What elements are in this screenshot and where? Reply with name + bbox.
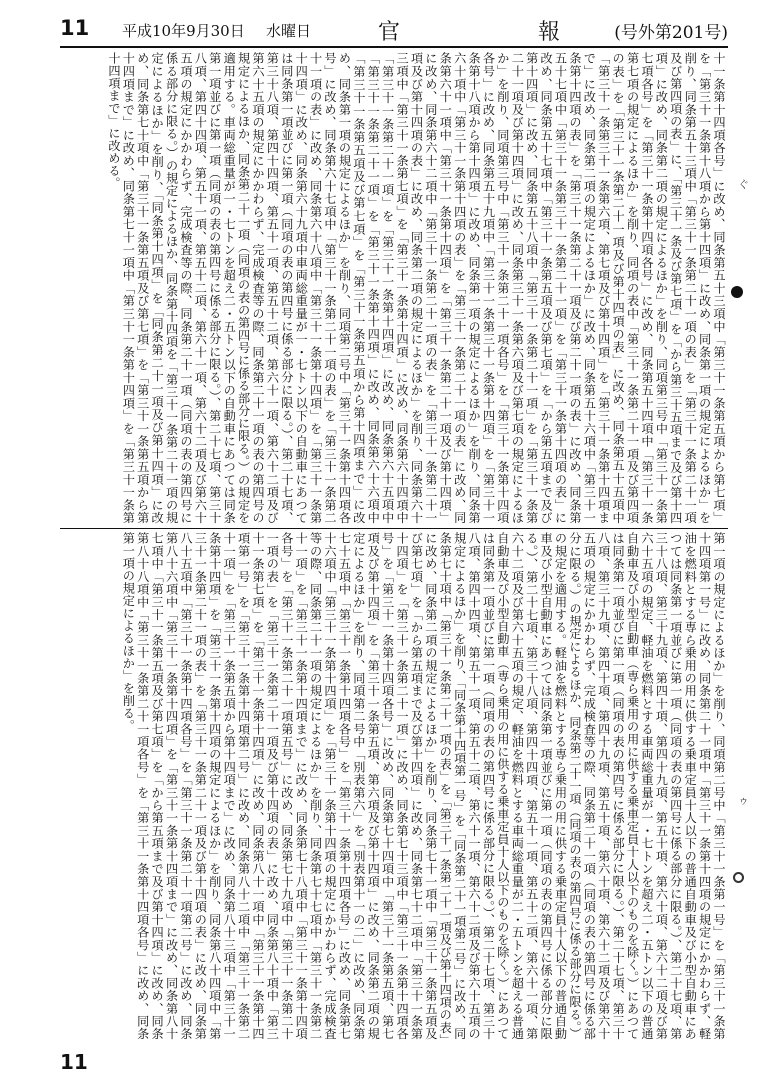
page-header (60, 14, 728, 44)
lower-text-column: 第一項の規定によるほか」を削り、同項第二号中「第三十一条第一号」を「第三十一条第十四項第一号」に改め、同条第二十一項中「第三十一条第十四項の規定にかかわらず、軽油を燃料とする専ら乗用の用に供する乗車定員十人以下の普通自動車及び小型自動車にあつては同条第一項並びに第一項（同項の表の第四号に係る部分に限る。）、第二十七項、第三十八項、第三十九項、第四十項、第四十九項、第五十項、第六十項、第六十二項及び第六十五項の規定、軽油を燃料とする車両総重量が一・七トンを超え二・五トン以下の普通自動車及び小型自動車（専ら乗用の用に供する乗車定員十人以下のものを除く。）にあつては同条第一項並びに第一項（同項の表の第四号に係る部分に限る。）、第二十七項、第三十八項、第三十九項、第四十項、第四十九項、第五十項、第六十項、第六十二項及び第六十五項の規定にかかわらず、完成検査等の際、同条第二十一項（同項の表の第四号に係る部分に限る。）の規定によるほか、同条第二十一項（同項の表の第四号に係る部分に限る。）の規定を適用する。軽油を燃料とする専ら乗用の用に供する乗車定員十人以下の普通自動車及び小型自動車にあつては同条第一項並びに第一項（同項の表の第四号に係る部分に限る。）、第二十七項、第三十八項、第四十四項、第五十一項、第五十二項、第六十一項、第六十二項及び第六十五項の規定、軽油を燃料とする車両総重量が二・五トンを超える普通自動車及び小型自動車（専ら乗用の用に供する乗車定員十人以下のものを除く。）にあつては同条第一項並びに第一項（同項の表の第四号に係る部分に限る。）、第二十七項、第三十八項、第四十四項、第五十一項、第五十二項、第六十一項、第六十二項及び第六十五項の規定によるほか」を削り、「同条第十四項第一号」を「同条第二十一項第二号」に改め、同条第七十項中「第三十一条第二十一項の表」を「第三十一条第二十一項及び第十四項の表」に改め、同条第二項の規定によるほか」を削り、同条第七十一項中「第三十一条第五項及び第七項」を「から第五項まで及び第十四項」に改め、同条第七十二項中「第三十一条第十四項」を「第三十一条第二十一項」に改め、同条第七十三項中「第三十一条第十四項各号」を「第三十一条第十四項各号」に改め、同条第七十四項中「第三十一条第五項、第七項及び第十四項」を「第三十一条第五項、第六項及び第十四項」に改め、同条第二項の規定によるほか」を削り、同項第二号中「別表第六」を「別表第十一の二」に改め、同条第七十五項中「第三十一条第十四項各号」を「第三十一条第十四項各号」に改め、同条第七十六項中「第三十一条第十四項」を「第三十一条第十四項の規定にかかわらず、完成検査等の際、同条第二十一項の規定によるほか」を削り、同条第七十七項中「第三十一条第二十一項」を「第三十一条第十四項まで」に改め、同条第七十八項中「第三十一条第十四項各号」を「第三十一条第二十一項第五号」に改め、同条第七十九項中「第三十一条第二十一項の表」を「第三十一条第二十一項及び第十四項の表」に改め、同条第八十項中「第三十一条第七項」を「第三十一条第十四項」に改め、同条第八十一項中「第三十一条第十四項第一号」を「第三十一条第十四項第二号」に改め、同条第八十二項中「第三十一条第二十一項」を「第三十一条第五項から第十四項まで」に改め、同条第八十三項中「第三十一条第十四項」を「第三十一条第十四項の規定によるほか」を削り、同条第八十四項中「第三十一条第二十一項の表」を「第三十一条第二十一項及び第十四項の表」に改め、同条第八十五項中「第三十一条第十四項各号」を「第三十一条第二十一項第二号」に改め、同条第八十六項中「第三十一条第十四項」を「第三十一条第十四項まで」に改め、同条第八十七項中「第三十一条第五項及び第七項」を「から第五項まで及び第十四項」に改め、同条第八十八項中「第三十一条第二十一項各号」を「第三十一条第十四項各号」に改め、同条第一項の規定によるほか」を削る。 (121, 532, 726, 1040)
margin-glyph-top: ぐ (738, 178, 749, 191)
header-title: 官 報 (378, 20, 619, 45)
header-issue-number: (号外第201号) (614, 23, 728, 43)
header-page-number: 11 (60, 16, 90, 40)
header-weekday: 水曜日 (266, 22, 312, 40)
margin-glyph-lower: ゥ (738, 794, 749, 807)
lower-text-block (66, 532, 726, 1040)
section-divider (60, 528, 728, 529)
footer-page-number: 11 (60, 1050, 88, 1074)
margin-ring-mark-icon (733, 872, 744, 883)
header-date: 平成10年9月30日 (122, 22, 245, 40)
punch-hole-mark-icon (731, 286, 743, 298)
header-rule (60, 46, 728, 48)
upper-text-column: 十一条第十四項各号」に改め、同条第五十三項中「第三十一条第五項から第七項」を「第三十一条第十八項から第十四項」に改め、同条第一項の規定によるほか」を削り、同条第五十三項中「第三十一条第二十一項の表」を「第三十一条第二十一項及び第四項の表」に、「第三十一条及び第七項」を「から第三十五項まで及び第十四項」に改め、同条第二項の規定によるほか」を削り、同項第三号中「第三十一条第七項各号」を「第三十一条第十四項各号」に改め、同条第五十四項中「第三十一条第七項の規定によるほか」を削り、同項の表中「第三十一条第二十一項及び第四項の表」を「第三十一条第二十一項及び第十四項の表」に改め、同条第五十五項中「第三十一条第三十一条第六項、第七項及び第十四項」を「第三十一条第十四項まで」に改め、同条第二項の規定によるほか」に改め、同条第五十六項中「第三十一条第十四項の表」を「第三十一条第二十一項及び第二十一項の表」に改め、同条第五十七項中「第三十一条第三十一条第二十一項」を「第三十一条第十四項の表」に改め、同条第五十七項中「第三十一条第五項及び第七項」を「から第五項まで及び第十四項」に改め、同条第五十八項中「第三十一条第二十一項」を「第三十一条第二十一項及び第十四項」に改め、同条第三十一条第六項及び第七項の規定によるほか」を削り、同項第三号中「第三十一条第二十一項各号」を「第三十一条第十四項各号」に改め、同条第五十九項中「第三十一条第三十一条第十四項」を「第三十一条第十八項から第十四項」に改め、同条第一項の規定によるほか」を削り、同条第六十項中「第三十一条第十四項の表」を「第三十一条第二十一項の表」に改め、同条第六十一項中「第三十一条第十四項」を「第三十一条第二十一項及び第十四項」に改め、同条第六十二項中「第三十一条第二十一項の表」を「第三十一条第二十一項及び第十四項の表」に改め、同条第二項の規定によるほか」を削り、同条第六十三項中「第三十一条第七項」を「第三十一条第十四項」に改め、同条第六十四項中「第三十一条第二十一項」を「第三十一条第十四項」に改め、同条第六十五項中「第三十一条第二十一項」を「第三十一条第十四項」に改め、同条第六十六項中「第三十一条第五項及び第七項」を「第三十一条第五項から第十四項まで」に改め、同条第一項の規定によるほか」を削り、同項第二号中「第三十一条第十四項各号」に改め、同条第六十七項中「第三十一条第二十一項の表」を「第三十一条第二十一項の表」に改め、同条第六十八項中「第三十一条第十四項」を「第三十一条第十四項」に改め、同条第六十九項中車両総重量が一・七トン以下の自動車にあつては同条第一項並びに第一項（同項の表の第四号に係る部分に限る。）、第二十七項、第三十八項、第四十四項、第五十一項、第五十二項、第六十一項、第六十二項及び第六十五項の規定にかかわらず、完成検査等の際、同条第二十一項の表の第四号の規定によるほか、同条第二十一項（同項の表の第四号に係る部分に限る。）の規定を適用する。車両総重量が一・七トンを超え二・五トン以下の自動車にあつては同条第一項並びに第一項（同項の表の第四号に係る部分に限る。）、第二十七項、第三十八項、第四十四項、第五十一項、第五十二項、第六十一項、第六十二項及び第六十五項の規定にかかわらず、完成検査等の際、同条第二十一項（同項の表の第四号に係る部分に限る。）の規定によるほか、同条第十四項を「第三十一条第二十一項の規定によるほか」を削り、「同条第十四項」を「同条第二十一項及び第十四項」に改め、同条第七十項中「第三十一条第五項及び第七項」を「第三十一条第五項から第十四項まで」に改め、同条第七十一項中「第三十一条第十四項」を「第三十一条第十四項まで」に改める。 (106, 52, 726, 524)
upper-text-block (66, 52, 726, 524)
